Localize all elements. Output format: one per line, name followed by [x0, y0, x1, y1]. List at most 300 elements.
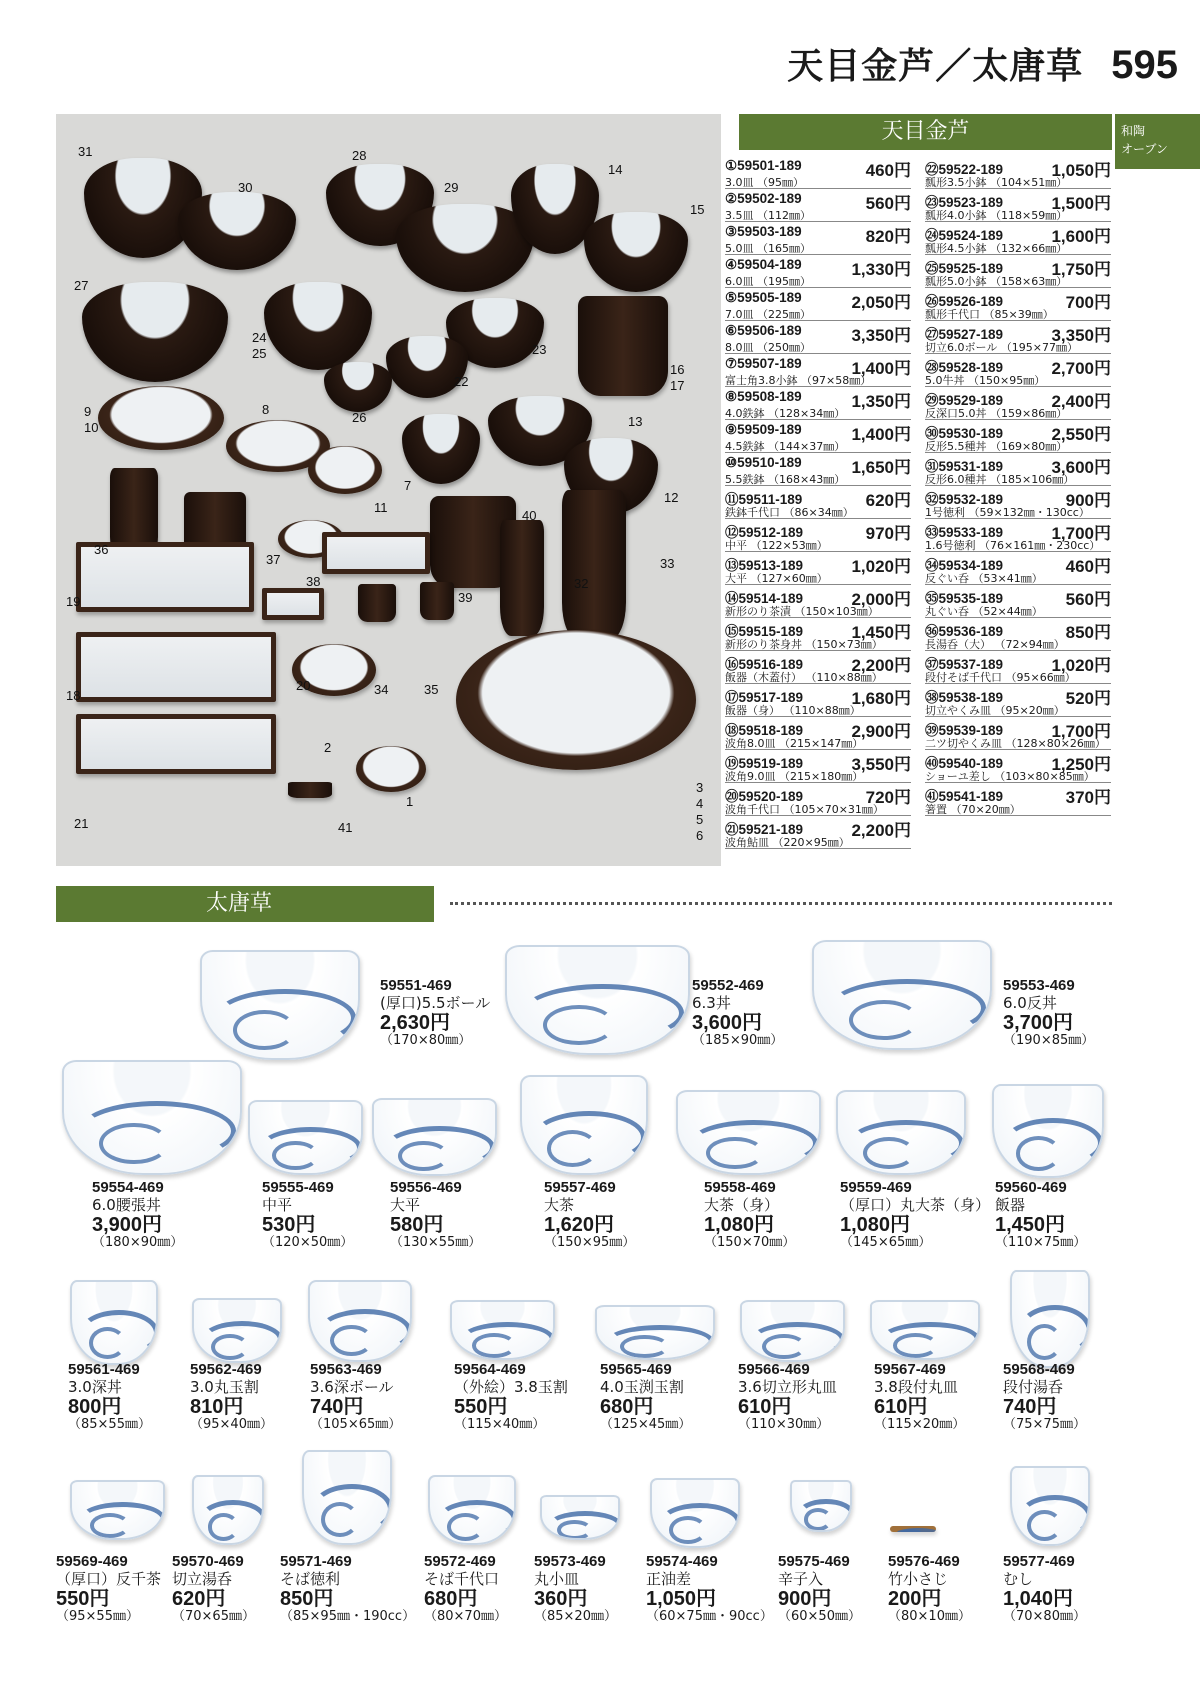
item-desc: 瓢形4.5小鉢 （132×66㎜） [925, 242, 1068, 255]
plate-image [308, 446, 382, 494]
product-image [740, 1300, 845, 1362]
item-code: ㉗59527-189 [925, 327, 1004, 342]
product-price: 2,630円 [380, 1011, 451, 1034]
product-price: 360円 [534, 1587, 588, 1610]
product-image [650, 1478, 740, 1548]
item-price: 2,000円 [851, 590, 911, 609]
item-code: ②59502-189 [725, 191, 802, 206]
price-list-item [725, 816, 911, 849]
photo-number: 32 [574, 576, 589, 591]
product-caption [92, 1180, 183, 1251]
product-size: （115×20㎜） [874, 1416, 966, 1432]
product-code: 59560-469 [995, 1179, 1067, 1196]
price-list-item [725, 519, 911, 552]
item-desc: 段付そば千代口 （95×66㎜） [925, 671, 1076, 684]
price-list-item [925, 420, 1111, 453]
product-code: 59571-469 [280, 1553, 352, 1570]
photo-number: 12 [664, 490, 679, 505]
product-size: （85×55㎜） [68, 1416, 151, 1432]
item-price: 460円 [1065, 557, 1111, 576]
item-price: 2,550円 [1051, 425, 1111, 444]
product-price: 580円 [390, 1213, 444, 1236]
product-caption [534, 1554, 617, 1625]
item-desc: 切立やくみ皿 （95×20㎜） [925, 704, 1065, 717]
price-list-item [925, 651, 1111, 684]
page-header [787, 38, 1178, 89]
price-list-item [725, 222, 911, 255]
photo-number: 39 [458, 590, 473, 605]
item-price: 1,700円 [1051, 722, 1111, 741]
price-list-item [725, 486, 911, 519]
photo-number: 40 [522, 508, 537, 523]
photo-number: 24 [252, 330, 267, 345]
price-list-item [725, 684, 911, 717]
item-code: ⑳59520-189 [725, 789, 804, 804]
product-code: 59554-469 [92, 1179, 164, 1196]
product-size: （150×70㎜） [704, 1234, 796, 1250]
item-desc: 3.5皿 （112㎜） [725, 209, 811, 222]
price-list-item [925, 222, 1111, 255]
item-price: 720円 [865, 788, 911, 807]
product-photo [56, 114, 721, 866]
sake-bottle-image [500, 520, 544, 636]
product-name: (厚口)5.5ボール [380, 993, 491, 1012]
item-desc: 新形のり茶身丼 （150×73㎜） [725, 638, 883, 651]
product-image [540, 1495, 620, 1540]
product-caption [995, 1180, 1086, 1251]
photo-number: 25 [252, 346, 267, 361]
price-list-item [925, 585, 1111, 618]
product-code: 59564-469 [454, 1361, 526, 1378]
bowl-image [82, 282, 228, 382]
photo-number: 5 [696, 812, 704, 827]
item-desc: 5.5鉄鉢 （168×43㎜） [725, 473, 846, 486]
item-code: ㉜59532-189 [925, 492, 1004, 507]
product-caption [424, 1554, 507, 1625]
photo-number: 6 [696, 828, 704, 843]
price-list-item [725, 156, 911, 189]
page-number: 595 [1111, 43, 1178, 87]
photo-number: 9 [84, 404, 92, 419]
price-list-item [725, 354, 911, 387]
item-code: ①59501-189 [725, 158, 802, 173]
price-list-item [725, 387, 911, 420]
item-price: 1,600円 [1051, 227, 1111, 246]
photo-number: 27 [74, 278, 89, 293]
photo-number: 18 [66, 688, 81, 703]
product-size: （145×65㎜） [840, 1234, 932, 1250]
item-code: ㉚59530-189 [925, 426, 1004, 441]
item-code: ③59503-189 [725, 224, 802, 239]
item-price: 1,020円 [1051, 656, 1111, 675]
product-caption [1003, 978, 1094, 1049]
photo-number: 11 [374, 500, 388, 515]
price-list-item [725, 717, 911, 750]
product-price: 900円 [778, 1587, 832, 1610]
item-price: 1,750円 [1051, 260, 1111, 279]
product-code: 59576-469 [888, 1553, 960, 1570]
item-code: ㉘59528-189 [925, 360, 1004, 375]
price-list-item [925, 783, 1111, 816]
photo-number: 37 [266, 552, 281, 567]
item-desc: 波角千代口 （105×70×31㎜） [725, 803, 884, 816]
price-list-item [925, 552, 1111, 585]
item-price: 1,680円 [851, 689, 911, 708]
product-price: 3,700円 [1003, 1011, 1074, 1034]
item-price: 1,700円 [1051, 524, 1111, 543]
item-code: ㉙59529-189 [925, 393, 1004, 408]
item-desc: 8.0皿 （250㎜） [725, 341, 811, 354]
item-code: ⑨59509-189 [725, 422, 802, 437]
item-code: ㊳59538-189 [925, 690, 1004, 705]
tray-image [76, 714, 276, 774]
product-name: 大茶（身） [704, 1195, 780, 1214]
item-code: ㊵59540-189 [925, 756, 1004, 771]
item-code: ⑩59510-189 [725, 455, 802, 470]
product-code: 59577-469 [1003, 1553, 1075, 1570]
product-image [812, 940, 992, 1050]
product-price: 530円 [262, 1213, 316, 1236]
item-desc: 4.5鉄鉢 （144×37㎜） [725, 440, 846, 453]
item-price: 2,400円 [1051, 392, 1111, 411]
product-price: 3,900円 [92, 1213, 163, 1236]
item-price: 900円 [1065, 491, 1111, 510]
price-list-item [725, 420, 911, 453]
product-price: 550円 [56, 1587, 110, 1610]
item-desc: 5.0皿 （165㎜） [725, 242, 811, 255]
tray-image [76, 632, 276, 702]
product-code: 59568-469 [1003, 1361, 1075, 1378]
category-tab-line1: 和陶 [1121, 124, 1146, 138]
item-price: 2,050円 [851, 293, 911, 312]
photo-number: 17 [670, 378, 685, 393]
item-code: ㉖59526-189 [925, 294, 1004, 309]
category-tab [1115, 114, 1200, 169]
photo-number: 33 [660, 556, 675, 571]
product-image [595, 1305, 715, 1360]
item-price: 3,350円 [851, 326, 911, 345]
product-image [1010, 1466, 1090, 1546]
product-image [836, 1090, 966, 1175]
product-size: （170×80㎜） [380, 1032, 472, 1048]
product-size: （115×40㎜） [454, 1416, 546, 1432]
item-desc: 切立6.0ボール （195×77㎜） [925, 341, 1078, 354]
product-name: 3.0丸玉割 [190, 1377, 259, 1396]
price-list-item [925, 288, 1111, 321]
item-code: ⑧59508-189 [725, 389, 802, 404]
photo-number: 14 [608, 162, 623, 177]
product-code: 59561-469 [68, 1361, 140, 1378]
product-size: （70×65㎜） [172, 1608, 255, 1624]
product-image [450, 1300, 555, 1360]
product-size: （120×50㎜） [262, 1234, 354, 1250]
product-caption [310, 1362, 401, 1433]
product-caption [778, 1554, 861, 1625]
price-list-item [725, 783, 911, 816]
product-size: （150×95㎜） [544, 1234, 636, 1250]
product-code: 59552-469 [692, 977, 764, 994]
item-desc: 大平 （127×60㎜） [725, 572, 828, 585]
product-image [62, 1060, 242, 1175]
item-price: 2,200円 [851, 656, 911, 675]
item-code: ⑬59513-189 [725, 558, 804, 573]
product-image [70, 1480, 165, 1540]
item-code: ㉝59533-189 [925, 525, 1004, 540]
product-price: 680円 [424, 1587, 478, 1610]
photo-number: 38 [306, 574, 321, 589]
item-price: 850円 [1065, 623, 1111, 642]
product-caption [380, 978, 490, 1049]
photo-number: 1 [406, 794, 414, 809]
item-price: 820円 [865, 227, 911, 246]
product-name: 段付湯呑 [1003, 1377, 1064, 1396]
product-code: 59557-469 [544, 1179, 616, 1196]
product-caption [738, 1362, 837, 1433]
item-code: ㉛59531-189 [925, 459, 1004, 474]
item-desc: 波角9.0皿 （215×180㎜） [725, 770, 864, 783]
product-image [992, 1084, 1104, 1178]
product-code: 59551-469 [380, 977, 452, 994]
product-size: （125×45㎜） [600, 1416, 692, 1432]
product-price: 3,600円 [692, 1011, 763, 1034]
item-price: 2,200円 [851, 821, 911, 840]
photo-number: 21 [74, 816, 89, 831]
price-list-item [925, 486, 1111, 519]
product-name: 切立湯呑 [172, 1569, 233, 1588]
product-size: （80×10㎜） [888, 1608, 971, 1624]
product-size: （110×30㎜） [738, 1416, 830, 1432]
series-heading-amame: 天目金芦 [739, 114, 1112, 150]
product-price: 680円 [600, 1395, 654, 1418]
product-name: 竹小さじ [888, 1569, 949, 1588]
product-name: 3.0深丼 [68, 1377, 122, 1396]
item-desc: 4.0鉄鉢 （128×34㎜） [725, 407, 846, 420]
item-desc: 1号徳利 （59×132㎜・130cc） [925, 506, 1090, 519]
product-name: （厚口）丸大茶（身） [840, 1195, 991, 1214]
product-name: 丸小皿 [534, 1569, 580, 1588]
item-price: 3,550円 [851, 755, 911, 774]
item-desc: 新形のり茶漬 （150×103㎜） [725, 605, 879, 618]
item-code: ⑦59507-189 [725, 356, 802, 371]
item-price: 1,400円 [851, 425, 911, 444]
product-price: 1,080円 [840, 1213, 911, 1236]
photo-number: 8 [262, 402, 270, 417]
product-size: （130×55㎜） [390, 1234, 482, 1250]
plate-image [356, 746, 426, 792]
item-desc: ショーユ差し （103×80×85㎜） [925, 770, 1095, 783]
product-image [192, 1475, 264, 1545]
product-image [200, 950, 360, 1060]
product-code: 59553-469 [1003, 977, 1075, 994]
price-list-item [925, 519, 1111, 552]
product-code: 59566-469 [738, 1361, 810, 1378]
item-price: 2,700円 [1051, 359, 1111, 378]
item-desc: 中平 （122×53㎜） [725, 539, 828, 552]
item-code: ㉕59525-189 [925, 261, 1004, 276]
tray-image [262, 588, 324, 620]
photo-number: 15 [690, 202, 705, 217]
product-name: むし [1003, 1569, 1034, 1588]
item-price: 620円 [865, 491, 911, 510]
price-list-item [925, 354, 1111, 387]
product-price: 610円 [874, 1395, 928, 1418]
product-image [676, 1090, 821, 1175]
item-desc: 6.0皿 （195㎜） [725, 275, 811, 288]
product-name: そば徳利 [280, 1569, 341, 1588]
price-list-item [925, 321, 1111, 354]
photo-number: 34 [374, 682, 389, 697]
product-caption [190, 1362, 273, 1433]
price-list-item [725, 288, 911, 321]
photo-number: 20 [296, 678, 311, 693]
photo-number: 22 [454, 374, 469, 389]
photo-number: 4 [696, 796, 704, 811]
photo-number: 23 [532, 342, 547, 357]
product-caption [280, 1554, 415, 1625]
product-price: 1,450円 [995, 1213, 1066, 1236]
item-desc: 二ツ切やくみ皿 （128×80×26㎜） [925, 737, 1106, 750]
photo-number: 31 [78, 144, 93, 159]
product-caption [874, 1362, 965, 1433]
product-caption [600, 1362, 691, 1433]
product-caption [390, 1180, 481, 1251]
product-code: 59573-469 [534, 1553, 606, 1570]
item-price: 370円 [1065, 788, 1111, 807]
product-price: 620円 [172, 1587, 226, 1610]
price-list-item [725, 585, 911, 618]
item-price: 1,350円 [851, 392, 911, 411]
product-size: （185×90㎜） [692, 1032, 784, 1048]
lidded-box-image [578, 296, 668, 396]
bowl-image [264, 282, 372, 370]
product-size: （70×80㎜） [1003, 1608, 1086, 1624]
photo-number: 19 [66, 594, 81, 609]
item-price: 2,900円 [851, 722, 911, 741]
item-code: ⑯59516-189 [725, 657, 804, 672]
item-price: 700円 [1065, 293, 1111, 312]
product-image [870, 1300, 980, 1360]
product-name: 大平 [390, 1195, 421, 1214]
product-code: 59567-469 [874, 1361, 946, 1378]
price-list-col1 [725, 156, 911, 849]
product-name: 中平 [262, 1195, 293, 1214]
product-code: 59563-469 [310, 1361, 382, 1378]
price-list-item [725, 651, 911, 684]
product-code: 59565-469 [600, 1361, 672, 1378]
page-title: 天目金芦／太唐草 [787, 46, 1084, 87]
product-image [308, 1280, 412, 1362]
item-code: ⑤59505-189 [725, 290, 802, 305]
item-code: ⑥59506-189 [725, 323, 802, 338]
item-desc: 瓢形4.0小鉢 （118×59㎜） [925, 209, 1068, 222]
item-code: ⑱59518-189 [725, 723, 804, 738]
product-image [890, 1526, 936, 1532]
item-price: 1,020円 [851, 557, 911, 576]
item-desc: 瓢形5.0小鉢 （158×63㎜） [925, 275, 1068, 288]
product-image [302, 1450, 392, 1545]
product-code: 59575-469 [778, 1553, 850, 1570]
product-price: 740円 [310, 1395, 364, 1418]
item-desc: 反ぐい呑 （53×41㎜） [925, 572, 1043, 585]
product-code: 59558-469 [704, 1179, 776, 1196]
product-name: 3.6切立形丸皿 [738, 1377, 837, 1396]
item-desc: 5.0牛丼 （150×95㎜） [925, 374, 1046, 387]
price-list-col2 [925, 156, 1111, 816]
product-price: 1,050円 [646, 1587, 717, 1610]
price-list-item [725, 552, 911, 585]
item-desc: 鉄鉢千代口 （86×34㎜） [725, 506, 854, 519]
item-code: ㉔59524-189 [925, 228, 1004, 243]
item-price: 3,600円 [1051, 458, 1111, 477]
product-size: （190×85㎜） [1003, 1032, 1095, 1048]
item-code: ㉒59522-189 [925, 162, 1004, 177]
product-code: 59574-469 [646, 1553, 718, 1570]
product-size: （105×65㎜） [310, 1416, 402, 1432]
product-image [790, 1480, 852, 1532]
price-list-item [925, 453, 1111, 486]
product-code: 59572-469 [424, 1553, 496, 1570]
item-code: ⑰59517-189 [725, 690, 804, 705]
product-caption [692, 978, 783, 1049]
item-desc: 1.6号徳利 （76×161㎜・230cc） [925, 539, 1101, 552]
item-code: ㉓59523-189 [925, 195, 1004, 210]
item-code: ⑭59514-189 [725, 591, 804, 606]
price-list-item [925, 189, 1111, 222]
product-code: 59570-469 [172, 1553, 244, 1570]
item-price: 1,500円 [1051, 194, 1111, 213]
item-desc: 丸ぐい呑 （52×44㎜） [925, 605, 1043, 618]
product-code: 59562-469 [190, 1361, 262, 1378]
price-list-item [925, 618, 1111, 651]
product-caption [262, 1180, 353, 1251]
item-desc: 波角8.0皿 （215×147㎜） [725, 737, 864, 750]
series-heading-futokarakusa: 太唐草 [56, 886, 434, 922]
plate-image [98, 386, 224, 450]
product-name: 正油差 [646, 1569, 692, 1588]
item-desc: 7.0皿 （225㎜） [725, 308, 811, 321]
item-desc: 富士角3.8小鉢 （97×58㎜） [725, 374, 872, 387]
product-caption [888, 1554, 971, 1625]
product-name: 辛子入 [778, 1569, 824, 1588]
price-list-item [725, 321, 911, 354]
product-name: 3.6深ボール [310, 1377, 394, 1396]
item-price: 3,350円 [1051, 326, 1111, 345]
product-name: 3.8段付丸皿 [874, 1377, 958, 1396]
product-code: 59556-469 [390, 1179, 462, 1196]
product-name: （外絵）3.8玉割 [454, 1377, 568, 1396]
photo-number: 26 [352, 410, 367, 425]
price-list-item [725, 750, 911, 783]
price-list-item [925, 387, 1111, 420]
product-size: （80×70㎜） [424, 1608, 507, 1624]
product-caption [1003, 1554, 1086, 1625]
cup-image [358, 584, 396, 622]
item-desc: 反深口5.0丼 （159×86㎜） [925, 407, 1068, 420]
product-size: （60×50㎜） [778, 1608, 861, 1624]
product-image [428, 1475, 516, 1545]
product-name: 6.0反丼 [1003, 993, 1057, 1012]
item-desc: 波角鮎皿 （220×95㎜） [725, 836, 850, 849]
product-price: 550円 [454, 1395, 508, 1418]
product-price: 1,040円 [1003, 1587, 1074, 1610]
product-image [520, 1075, 648, 1175]
sake-bottle-image [562, 490, 626, 640]
photo-number: 10 [84, 420, 99, 435]
product-name: 6.3丼 [692, 993, 731, 1012]
product-price: 200円 [888, 1587, 942, 1610]
item-price: 1,250円 [1051, 755, 1111, 774]
item-price: 1,050円 [1051, 161, 1111, 180]
